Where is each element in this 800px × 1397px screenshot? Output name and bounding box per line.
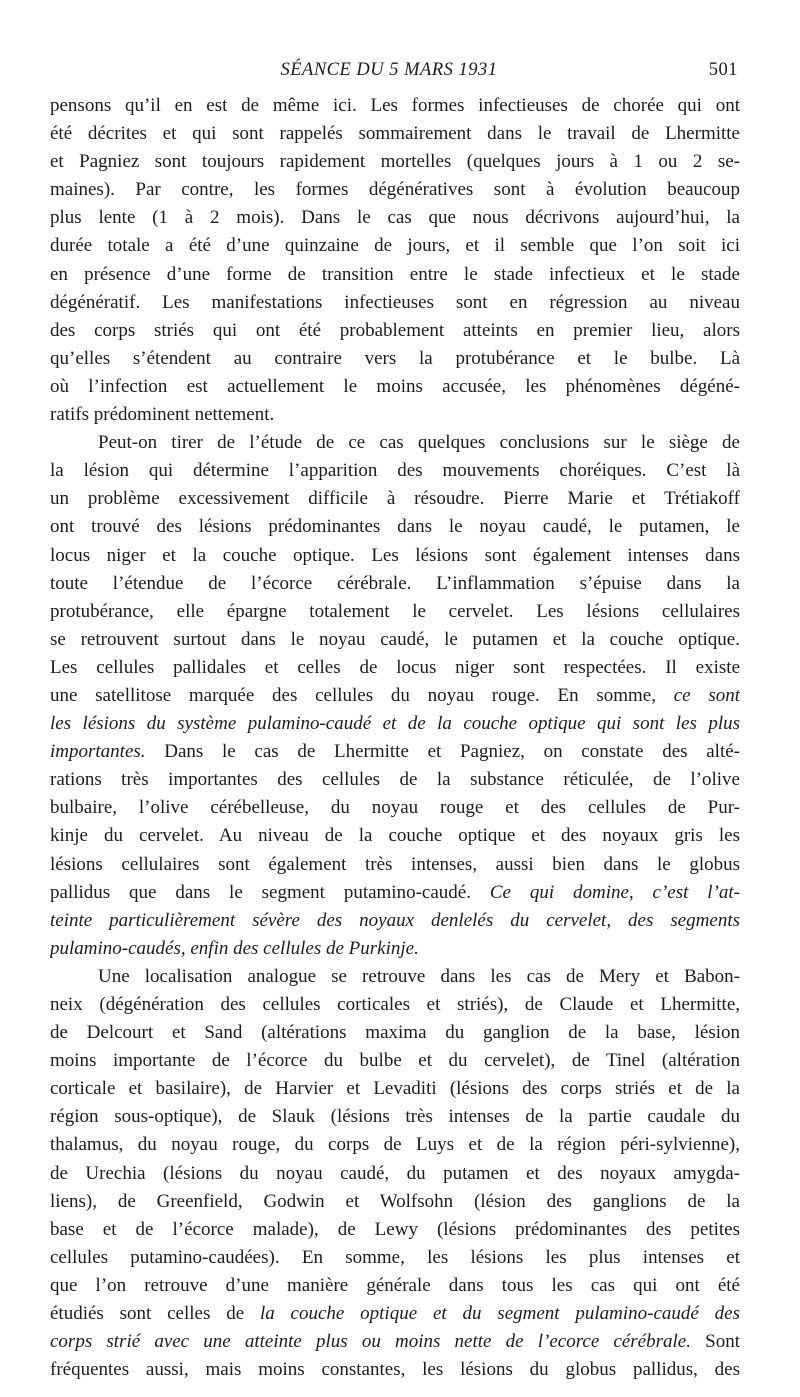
text-segment: neix (dégénération des cellules corticales et striés), de Claude et Lhermitte,: [50, 994, 740, 1015]
text-line: [50, 542, 740, 570]
text-segment: kinje du cervelet. Au niveau de la couche optique et des noyaux gris les: [50, 825, 740, 847]
text-segment: des corps striés qui ont été probablement atteints en premier lieu, alors: [50, 319, 740, 341]
text-line: [50, 879, 740, 907]
text-line: [50, 991, 740, 1019]
text-line: [50, 261, 740, 289]
text-segment: et Pagniez sont toujours rapidement mortelles (quelques jours à 1 ou 2 se-: [50, 151, 740, 173]
text-segment: pensons qu’il en est de même ici. Les formes infectieuses de chorée qui ont: [50, 95, 740, 116]
text-line: [50, 1160, 740, 1188]
text-segment: région sous-optique), de Slauk (lésions très intenses de la partie caudale du: [50, 1106, 740, 1128]
italic-segment: pulamino-caudés, enfin des cellules de Purkinje.: [50, 937, 419, 959]
text-line: [50, 289, 740, 317]
text-line: [50, 345, 740, 373]
text-segment: que l’on retrouve d’une manière générale dans tous les cas qui ont été: [50, 1274, 740, 1296]
text-segment: Les cellules pallidales et celles de locus niger sont respectées. Il existe: [50, 656, 740, 678]
text-segment: rations très importantes des cellules de la substance réticulée, de l’olive: [50, 769, 740, 791]
text-segment: été décrites et qui sont rappelés sommairement dans le travail de Lhermitte: [50, 123, 740, 145]
text-line: [50, 401, 740, 429]
text-segment: protubérance, elle épargne totalement le cervelet. Les lésions cellulaires: [50, 600, 740, 622]
text-line: [50, 822, 740, 850]
text-line: [50, 204, 740, 232]
text-line: [50, 1047, 740, 1075]
italic-segment: teinte particulièrement sévère des noyaux denlelés du cervelet, des segments: [50, 909, 740, 931]
text-line: [50, 626, 740, 654]
text-segment: corticale et basilaire), de Harvier et Levaditi (lésions des corps striés et de la: [50, 1078, 740, 1100]
page-number: 501: [708, 60, 738, 80]
text-line: [50, 1216, 740, 1244]
text-segment: Dans le cas de Lhermitte et Pagniez, on constate des alté-: [145, 741, 740, 763]
text-segment: fréquentes aussi, mais moins constantes, les lésions du globus pallidus, des: [50, 1359, 740, 1381]
text-line: [50, 1328, 740, 1356]
text-line: [50, 373, 740, 401]
text-segment: plus lente (1 à 2 mois). Dans le cas que nous décrivons aujourd’hui, la: [50, 207, 740, 229]
text-segment: toute l’étendue de l’écorce cérébrale. L’inflammation s’épuise dans la: [50, 572, 740, 594]
text-segment: de Urechia (lésions du noyau caudé, du putamen et des noyaux amygda-: [50, 1162, 740, 1184]
text-line: [50, 1019, 740, 1047]
text-line: [50, 232, 740, 260]
text-segment: cellules putamino-caudées). En somme, les lésions les plus intenses et: [50, 1246, 740, 1268]
text-line: [50, 1103, 740, 1131]
text-line: [50, 317, 740, 345]
text-line: [50, 710, 740, 738]
italic-segment: importantes.: [50, 741, 146, 763]
text-line: [50, 766, 740, 794]
text-line: [50, 120, 740, 148]
text-line: [50, 1131, 740, 1159]
text-segment: moins importante de l’écorce du bulbe et du cervelet), de Tinel (altération: [50, 1050, 740, 1072]
text-line: [50, 1272, 740, 1300]
text-segment: de Delcourt et Sand (altérations maxima du ganglion de la base, lésion: [50, 1022, 740, 1044]
text-line: [50, 1188, 740, 1216]
text-line: [50, 176, 740, 204]
text-segment: se retrouvent surtout dans le noyau caudé, le putamen et la couche optique.: [50, 628, 740, 650]
text-line: [50, 570, 740, 598]
text-line: [50, 851, 740, 879]
text-line: [50, 794, 740, 822]
text-line: [50, 1075, 740, 1103]
text-line: [50, 935, 740, 963]
text-segment: Une localisation analogue se retrouve dans les cas de Mery et Babon-: [98, 965, 740, 987]
text-segment: un problème excessivement difficile à résoudre. Pierre Marie et Trétiakoff: [50, 488, 740, 510]
text-line: [50, 429, 740, 457]
header-title: SÉANCE DU 5 MARS 1931: [280, 60, 498, 80]
text-segment: ont trouvé des lésions prédominantes dans le noyau caudé, le putamen, le: [50, 516, 740, 538]
text-segment: durée totale a été d’une quinzaine de jours, et il semble que l’on soit ici: [50, 235, 740, 257]
text-segment: Peut-on tirer de l’étude de ce cas quelques conclusions sur le siège de: [98, 432, 740, 454]
text-line: [50, 738, 740, 766]
text-segment: thalamus, du noyau rouge, du corps de Luys et de la région péri-sylvienne),: [50, 1134, 740, 1156]
text-segment: une satellitose marquée des cellules du noyau rouge. En somme,: [50, 684, 674, 706]
text-segment: lésions cellulaires sont également très intenses, aussi bien dans le globus: [50, 853, 740, 875]
text-line: [50, 963, 740, 991]
text-line: [50, 457, 740, 485]
text-line: [50, 1244, 740, 1272]
text-line: [50, 1300, 740, 1328]
text-line: [50, 485, 740, 513]
italic-segment: corps strié avec une atteinte plus ou moins nette de l’ecorce cérébrale.: [50, 1331, 691, 1353]
italic-segment: Ce qui domine, c’est l’at-: [489, 881, 740, 903]
text-segment: ratifs prédominent nettement.: [50, 404, 275, 426]
text-line: [50, 148, 740, 176]
running-header: [40, 60, 738, 86]
text-line: [50, 513, 740, 541]
text-line: [50, 907, 740, 935]
text-segment: Sont: [690, 1331, 740, 1353]
body-text: [50, 92, 740, 1384]
text-line: [50, 682, 740, 710]
italic-segment: ce sont: [673, 684, 740, 706]
text-line: [50, 92, 740, 120]
text-segment: locus niger et la couche optique. Les lésions sont également intenses dans: [50, 544, 740, 566]
text-segment: pallidus que dans le segment putamino-caudé.: [50, 881, 490, 903]
text-segment: bulbaire, l’olive cérébelleuse, du noyau rouge et des cellules de Pur-: [50, 797, 740, 819]
italic-segment: la couche optique et du segment pulamino-caudé des: [259, 1303, 740, 1325]
text-segment: maines). Par contre, les formes dégénératives sont à évolution beaucoup: [50, 179, 740, 201]
text-segment: dégénératif. Les manifestations infectieuses sont en régression au niveau: [50, 291, 740, 313]
text-segment: la lésion qui détermine l’apparition des mouvements choréiques. C’est là: [50, 460, 740, 482]
text-segment: base et de l’écorce malade), de Lewy (lésions prédominantes des petites: [50, 1218, 740, 1240]
text-segment: liens), de Greenfield, Godwin et Wolfsohn (lésion des ganglions de la: [50, 1190, 740, 1212]
text-line: [50, 654, 740, 682]
text-segment: en présence d’une forme de transition entre le stade infectieux et le stade: [50, 263, 740, 285]
text-segment: étudiés sont celles de: [50, 1303, 260, 1325]
text-line: [50, 1356, 740, 1384]
text-line: [50, 598, 740, 626]
text-segment: où l’infection est actuellement le moins accusée, les phénomènes dégéné-: [50, 375, 740, 397]
italic-segment: les lésions du système pulamino-caudé et de la couche optique qui sont les plus: [50, 713, 740, 735]
text-segment: qu’elles s’étendent au contraire vers la protubérance et le bulbe. Là: [50, 347, 740, 369]
